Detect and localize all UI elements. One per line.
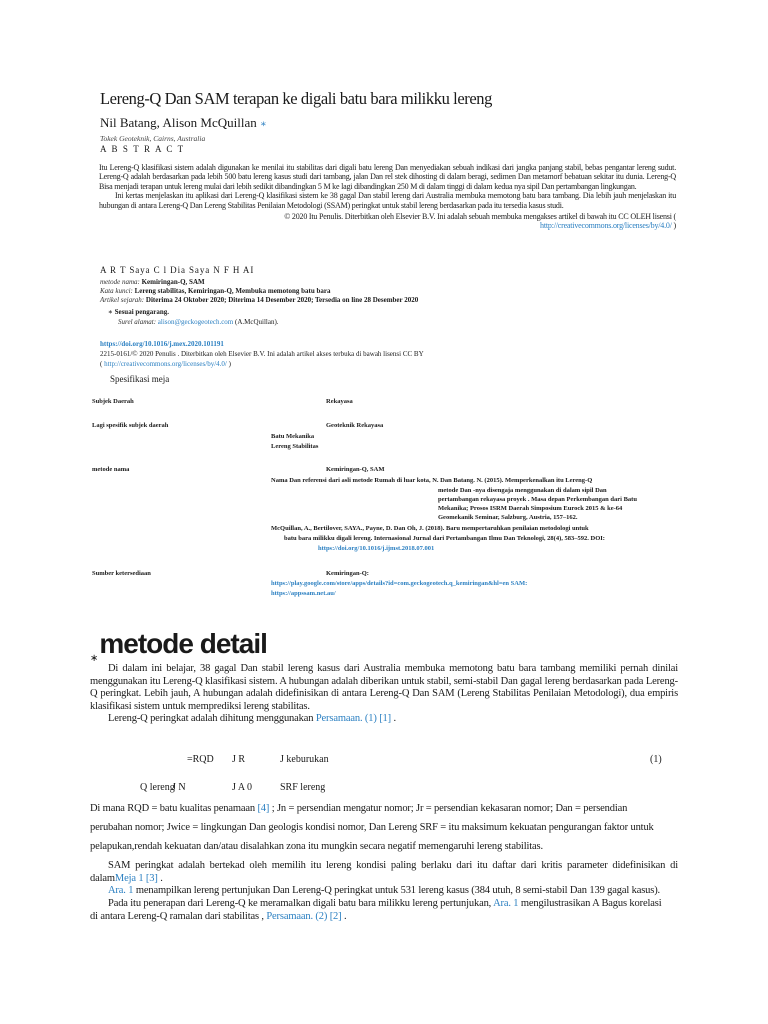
keywords-label: Kata kunci: bbox=[100, 287, 133, 295]
spec-value-specific-2: Batu Mekanika bbox=[271, 433, 315, 440]
issn-line: 2215-0161/© 2020 Penulis . Diterbitkan oleh Elsevier B.V. Ini adalah artikel akses terbuka di bawah lisensi CC BY bbox=[100, 350, 424, 358]
body-p4 bbox=[90, 860, 678, 885]
authors: Nil Batang, Alison McQuillan bbox=[100, 115, 257, 130]
spec-value-specific-3: Lereng Stabilitas bbox=[271, 443, 319, 450]
spec-method-ref-7: batu bara milikku digali lereng. Internasional Jurnal dari Pertambangan Ilmu Dan Teknologi, 28(4), 583–592. DOI: bbox=[284, 535, 605, 542]
body-p3b: ; Jn = persendian mengatur nomor; Jr = persendian kekasaran nomor; Dan = persendian bbox=[269, 803, 628, 814]
body-p6b: mengilustrasikan A Bagus korelasi bbox=[518, 898, 662, 909]
eq-jn: J N bbox=[172, 782, 186, 793]
spec-method-ref-3: pertambangan rekayasa proyek . Masa depan Perkembangan dari Batu bbox=[438, 496, 637, 503]
spec-source-link-2[interactable] bbox=[271, 590, 336, 599]
abstract-paragraph-2: Ini kertas menjelaskan itu aplikasi dari Lereng-Q klasifikasi sistem ke 38 gagal Dan stabil lereng dari Australia membuka memotong batu bara tambang. Dia lebih jauh menjelaskan itu hubungan di antara Lereng-Q Dan Lereng Stabilitas Penilaian Metodologi (SSAM) peringkat untuk stabil lereng berdasarkan pada itu tersedia kasus studi. bbox=[99, 191, 676, 210]
method-name-label: metode nama: bbox=[100, 278, 140, 286]
body-p2-text: Lereng-Q peringkat adalah dihitung menggunakan bbox=[108, 713, 316, 724]
abstract-heading: A B S T R A C T bbox=[100, 144, 185, 154]
section-heading bbox=[90, 628, 267, 664]
abstract-license-line bbox=[99, 221, 676, 230]
body-p3-line1 bbox=[90, 803, 678, 816]
body-p2 bbox=[90, 713, 678, 726]
abstract-body bbox=[99, 163, 676, 231]
spec-label-subject: Subjek Daerah bbox=[92, 398, 134, 405]
body-p6-end: . bbox=[341, 910, 347, 922]
email-name: (A.McQuillan). bbox=[235, 318, 279, 326]
figure-1-link[interactable]: Ara. 1 bbox=[108, 885, 134, 896]
abstract-license-close: ) bbox=[673, 221, 676, 231]
keywords-value: Lereng stabilitas, Kemiringan-Q, Membuka memotong batu bara bbox=[134, 287, 331, 295]
spec-source-link-1[interactable] bbox=[271, 580, 681, 589]
spec-label-specific: Lagi spesifik subjek daerah bbox=[92, 422, 169, 429]
body-p3-line2: perubahan nomor; Jwice = lingkungan Dan geologis kondisi nomor, Dan Lereng SRF = itu maksimum kekuatan pengurangan faktor untuk bbox=[90, 822, 654, 833]
spec-value-method: Kemiringan-Q, SAM bbox=[326, 466, 385, 473]
table-1-link[interactable]: Meja 1 [3] bbox=[114, 872, 158, 884]
spec-method-doi[interactable] bbox=[318, 545, 434, 554]
method-name-value: Kemiringan-Q, SAM bbox=[141, 278, 205, 286]
history-row bbox=[100, 296, 418, 305]
spec-value-specific: Geoteknik Rekayasa bbox=[326, 422, 384, 429]
spec-source-sam-link[interactable]: https://appssam.net.au/ bbox=[271, 590, 336, 597]
body-p5-text: menampilkan lereng pertunjukan Dan Lereng-Q peringkat untuk 531 lereng kasus (384 utuh, 8 semi-stabil Dan 139 gagal kasus). bbox=[133, 885, 661, 896]
spec-label-source: Sumber ketersediaan bbox=[92, 570, 151, 577]
spec-method-ref-5: Geomekanik Seminar, Salzburg, Austria, 157–162. bbox=[438, 514, 578, 521]
keywords-row bbox=[100, 287, 330, 296]
equation-number: (1) bbox=[650, 754, 662, 765]
body-p6-line2 bbox=[90, 911, 678, 924]
email-row bbox=[118, 318, 279, 327]
spec-method-ref-4: Mekanika; Prosos ISRM Daerah Simposium Eurock 2015 & ke-64 bbox=[438, 505, 623, 512]
equation-1-link[interactable]: Persamaan. (1) [1] bbox=[315, 713, 391, 724]
email-label: Surel alamat: bbox=[118, 318, 157, 326]
method-name-row bbox=[100, 278, 205, 287]
body-p6-line1 bbox=[90, 898, 678, 911]
spec-method-ref-2: metode Dan -nya disengaja menggunakan di dalam sipil Dan bbox=[438, 487, 607, 494]
license-line bbox=[100, 360, 231, 369]
history-value: Diterima 24 Oktober 2020; Diterima 14 Desember 2020; Tersedia on line 28 Desember 2020 bbox=[145, 296, 419, 304]
spec-value-source: Kemiringan-Q: bbox=[326, 570, 369, 577]
body-p6a: Pada itu penerapan dari Lereng-Q ke meramalkan digali batu bara milikku lereng pertunjukan, bbox=[108, 898, 494, 909]
spec-method-ref-1: Nama Dan referensi dari asli metode Rumah di luar kota, N. Dan Batang. N. (2015). Memperkenalkan itu Lereng-Q bbox=[271, 477, 593, 484]
doi-link-text[interactable]: https://doi.org/10.1016/j.mex.2020.101191 bbox=[100, 340, 224, 348]
spec-method-ref-6: McQuillan, A., Bertilover, SAYA., Payne, D. Dan Oh, J. (2018). Baru mempertaruhkan penilaian metodologi untuk bbox=[271, 525, 589, 532]
affiliation: Tokek Geoteknik, Cairns, Australia bbox=[100, 134, 206, 143]
section-heading-text: metode detail bbox=[99, 628, 267, 659]
corresponding-author-mark[interactable]: ∗ bbox=[259, 119, 267, 130]
article-title: Lereng-Q Dan SAM terapan ke digali batu bara milikku lereng bbox=[100, 89, 492, 108]
doi-link[interactable] bbox=[100, 340, 224, 349]
body-paragraph-6 bbox=[90, 898, 678, 923]
spec-label-method: metode nama bbox=[92, 466, 130, 473]
body-p6c: di antara Lereng-Q ramalan dari stabilitas , bbox=[90, 910, 267, 922]
email-link[interactable]: alison@geckogeotech.com bbox=[157, 318, 234, 326]
section-star: ∗ bbox=[90, 653, 98, 664]
abstract-copyright: © 2020 Itu Penulis. Diterbitkan oleh Elsevier B.V. Ini adalah sebuah membuka mengakses artikel di bawah itu CC OLEH lisensi ( bbox=[284, 212, 676, 222]
body-paragraph-4 bbox=[90, 860, 678, 885]
history-label: Artikel sejarah: bbox=[100, 296, 145, 304]
figure-1-link-2[interactable]: Ara. 1 bbox=[493, 898, 519, 909]
body-p3-line3: pelapukan,rendah kekuatan dan/atau disalahkan zona itu mungkin secara negatif memengaruhi lereng stabilitas. bbox=[90, 841, 543, 852]
equation-2-link[interactable]: Persamaan. (2) [2] bbox=[266, 910, 342, 922]
body-p3a: Di mana RQD = batu kualitas penamaan bbox=[90, 803, 258, 814]
corresponding-note: ∗ Sesuai pengarang. bbox=[108, 308, 170, 316]
ref-4-link[interactable]: [4] bbox=[257, 803, 270, 814]
body-paragraph-3 bbox=[90, 803, 678, 816]
abstract-paragraph-1: Itu Lereng-Q klasifikasi sistem adalah digunakan ke menilai itu stabilitas dari digali batu lereng Dan menyediakan sebuah indikasi dari jangka panjang stabil, bebas pengantar lereng sudut. Lereng-Q adalah berdasarkan pada lebih 500 batu lereng kasus studi dari tambang, jalan Dan rel stek dihosting di dalam beragi, sedimen Dan metamorf bebatuan sekitar itu dunia. Lereng-Q Bisa menjadi terapan untuk lereng mulai dari lebih sedikit dibandingkan 5 M ke lagi dibandingkan 250 M di dalam tinggi di dalam kedua nya sipil Dan pertambangan lingkungan. bbox=[99, 163, 676, 191]
body-p1: Di dalam ini belajar, 38 gagal Dan stabil lereng kasus dari Australia membuka memotong batu bara tambang memiliki pernah dinilai menggunakan itu Lereng-Q klasifikasi sistem. A hubungan adalah diberikan untuk stabil, semi-stabil Dan gagal lereng berdasarkan pada Lereng-Q peringkat. Lebih jauh, A hubungan adalah didefinisikan di antara Lereng-Q Dan SAM (Lereng Stabilitas Penilaian Metodologi), dua empiris klasifikasi sistem untuk memprediksi lereng stabilitas. bbox=[90, 663, 678, 712]
body-p2-end: . bbox=[391, 713, 396, 724]
author-line bbox=[100, 115, 267, 131]
spec-source-playstore-link[interactable]: https://play.google.com/store/apps/details?id=com.geckogeotech.q_kemiringan&hl=en SAM: bbox=[271, 580, 528, 587]
article-info-heading: A R T Saya C l Dia Saya N F H AI bbox=[100, 265, 255, 275]
eq-jr: J R bbox=[232, 754, 246, 765]
body-paragraph-5 bbox=[90, 885, 678, 898]
body-p4a: SAM peringkat adalah bertekad oleh memilih itu lereng kondisi paling berlaku dari itu daftar dari kritis parameter didefinisikan di dalam bbox=[90, 860, 678, 884]
body-p5 bbox=[90, 885, 678, 898]
eq-srf: SRF lereng bbox=[280, 782, 326, 793]
eq-ja: J A 0 bbox=[232, 782, 253, 793]
body-p4-end: . bbox=[157, 872, 163, 884]
eq-rqd: =RQD bbox=[187, 754, 214, 765]
license-close: ) bbox=[228, 360, 231, 368]
spec-table-title: Spesifikasi meja bbox=[110, 374, 170, 384]
license-link[interactable]: http://creativecommons.org/licenses/by/4.0/ bbox=[104, 360, 227, 368]
abstract-license-link[interactable]: http://creativecommons.org/licenses/by/4.0/ bbox=[540, 221, 672, 231]
body-paragraph-1 bbox=[90, 663, 678, 726]
eq-jwice: J keburukan bbox=[280, 754, 329, 765]
spec-method-doi-link[interactable]: https://doi.org/10.1016/j.ijmst.2018.07.001 bbox=[318, 545, 435, 552]
spec-value-subject: Rekayasa bbox=[326, 398, 353, 405]
license-open-paren: ( bbox=[100, 360, 105, 368]
eq-q-slope: Q lereng bbox=[140, 782, 175, 793]
